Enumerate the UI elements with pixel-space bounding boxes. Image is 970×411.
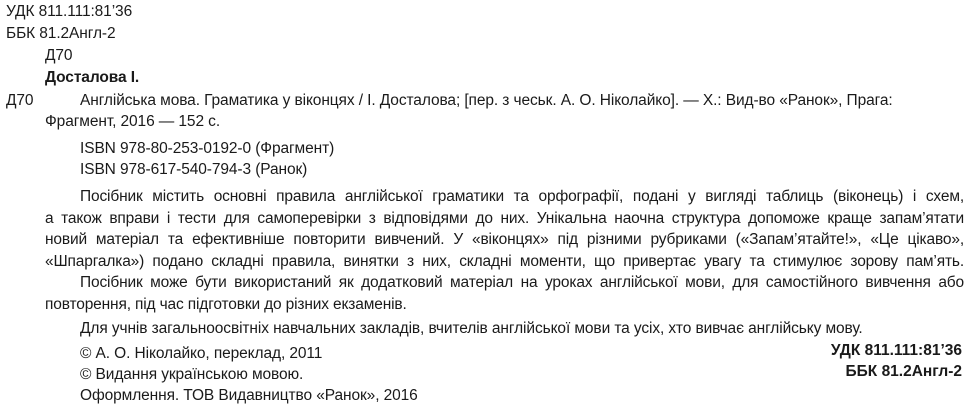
entry-code: Д70: [6, 92, 34, 109]
annotation-line: Посібник може бути використаний як додатковий матеріал на уроках англійської мови, для самостійного вивчення або: [80, 274, 964, 291]
bibliographic-line-1: Англійська мова. Граматика у віконцях / І. Досталова; [пер. з чеськ. А. О. Ніколайко]. — Х.: Вид-во «Ранок», Прага:: [80, 92, 893, 109]
annotation-line: Посібник містить основні правила англійської граматики та орфографії, подані у вигляді таблиць (віконець) і схем,: [80, 188, 964, 205]
annotation-line: новий матеріал та ефективніше повторити вивчений. У «віконцях» під різними рубриками («Запам’ятайте!», «Це цікаво»,: [45, 231, 964, 248]
udk-classification: УДК 811.111:81’36: [6, 3, 133, 20]
bbk-code-bold: ББК 81.2Англ-2: [845, 363, 962, 380]
audience-note: Для учнів загальноосвітніх навчальних закладів, вчителів англійської мови та усіх, хто вивчає англійську мову.: [80, 320, 863, 337]
author-name: Досталова І.: [45, 69, 140, 86]
bibliographic-line-2: Фрагмент, 2016 — 152 с.: [45, 113, 221, 130]
annotation-line: «Шпаргалка») подано складні правила, винятки з них, складні моменти, що привертає увагу та стимулює зорову пам’ять.: [45, 252, 964, 270]
design-credit: Оформлення. ТОВ Видавництво «Ранок», 2016: [80, 387, 418, 404]
udk-code-bold: УДК 811.111:81’36: [830, 342, 962, 359]
author-mark: Д70: [45, 47, 73, 64]
annotation-line: а також вправи і тести для самоперевірки з відповідями до них. Унікальна наочна структура допоможе краще запам’ятати: [45, 209, 964, 227]
annotation-paragraph: [45, 186, 964, 315]
copyright-translation: © А. О. Ніколайко, переклад, 2011: [80, 345, 323, 362]
isbn-ranok: ISBN 978-617-540-794-3 (Ранок): [80, 161, 308, 178]
isbn-fragment: ISBN 978-80-253-0192-0 (Фрагмент): [80, 140, 335, 157]
copyright-edition: © Видання українською мовою.: [80, 366, 304, 383]
annotation-line: повторення, під час підготовки до різних екзаменів.: [45, 295, 407, 313]
bbk-classification: ББК 81.2Англ-2: [6, 25, 116, 42]
